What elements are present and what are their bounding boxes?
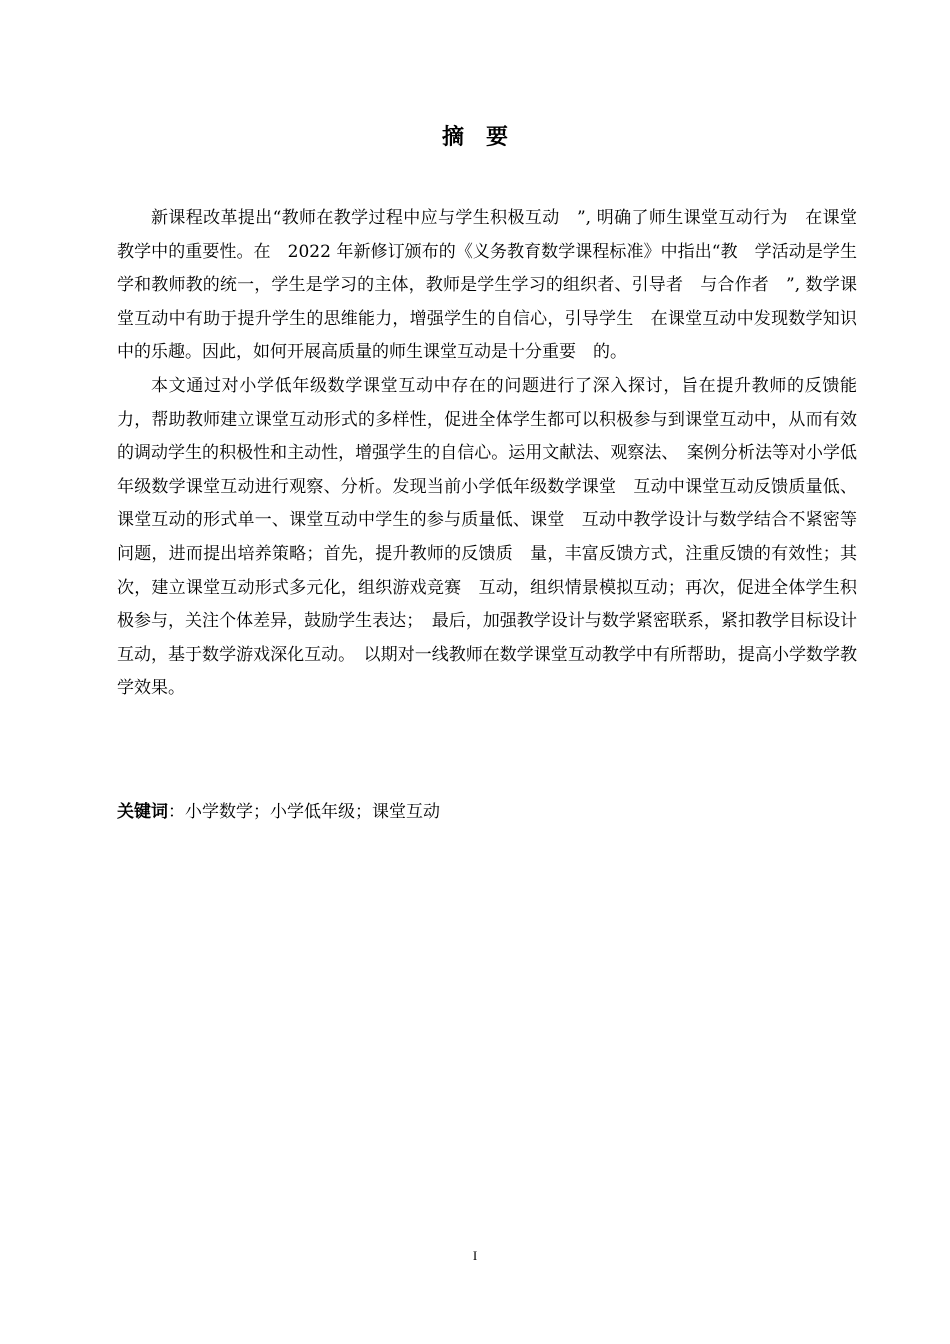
abstract-paragraph-2: 本文通过对小学低年级数学课堂互动中存在的问题进行了深入探讨，旨在提升教师的反馈能力，帮助教师建立课堂互动形式的多样性，促进全体学生都可以积极参与到课堂互动中，从而有效的调动学生的积极性和主动性，增强学生的自信心。运用文献法、观察法、 案例分析法等对小学低年级数学课堂互动进行观察、分析。发现当前小学低年级数学课堂 互动中课堂互动反馈质量低、课堂互动的形式单一、课堂互动中学生的参与质量低、课堂 互动中教学设计与数学结合不紧密等问题，进而提出培养策略；首先，提升教师的反馈质 量，丰富反馈方式，注重反馈的有效性；其次，建立课堂互动形式多元化，组织游戏竞赛 互动，组织情景模拟互动；再次，促进全体学生积极参与，关注个体差异，鼓励学生表达； 最后，加强教学设计与数学紧密联系，紧扣教学目标设计互动，基于数学游戏深化互动。 以期对一线教师在数学课堂互动教学中有所帮助，提高小学数学教学效果。 bbox=[117, 375, 857, 699]
keywords-label: 关键词 bbox=[117, 802, 168, 822]
page-number: I bbox=[472, 1248, 478, 1263]
abstract-title: 摘要 bbox=[441, 125, 530, 150]
keywords-line bbox=[117, 796, 857, 828]
abstract-paragraph-1: 新课程改革提出“教师在教学过程中应与学生积极互动 ”, 明确了师生课堂互动行为 在课堂教学中的重要性。在 2022 年新修订颁布的《义务教育数学课程标准》中指出“教 学活动是学生学和教师教的统一，学生是学习的主体，教师是学生学习的组织者、引导者 与合作者 ”, 数学课堂互动中有助于提升学生的思维能力，增强学生的自信心，引导学生 在课堂互动中发现数学知识中的乐趣。因此，如何开展高质量的师生课堂互动是十分重要 的。 bbox=[117, 208, 857, 363]
keywords-separator: ： bbox=[168, 802, 185, 822]
keywords-value: 小学数学；小学低年级；课堂互动 bbox=[185, 802, 440, 822]
abstract-body bbox=[117, 202, 857, 706]
